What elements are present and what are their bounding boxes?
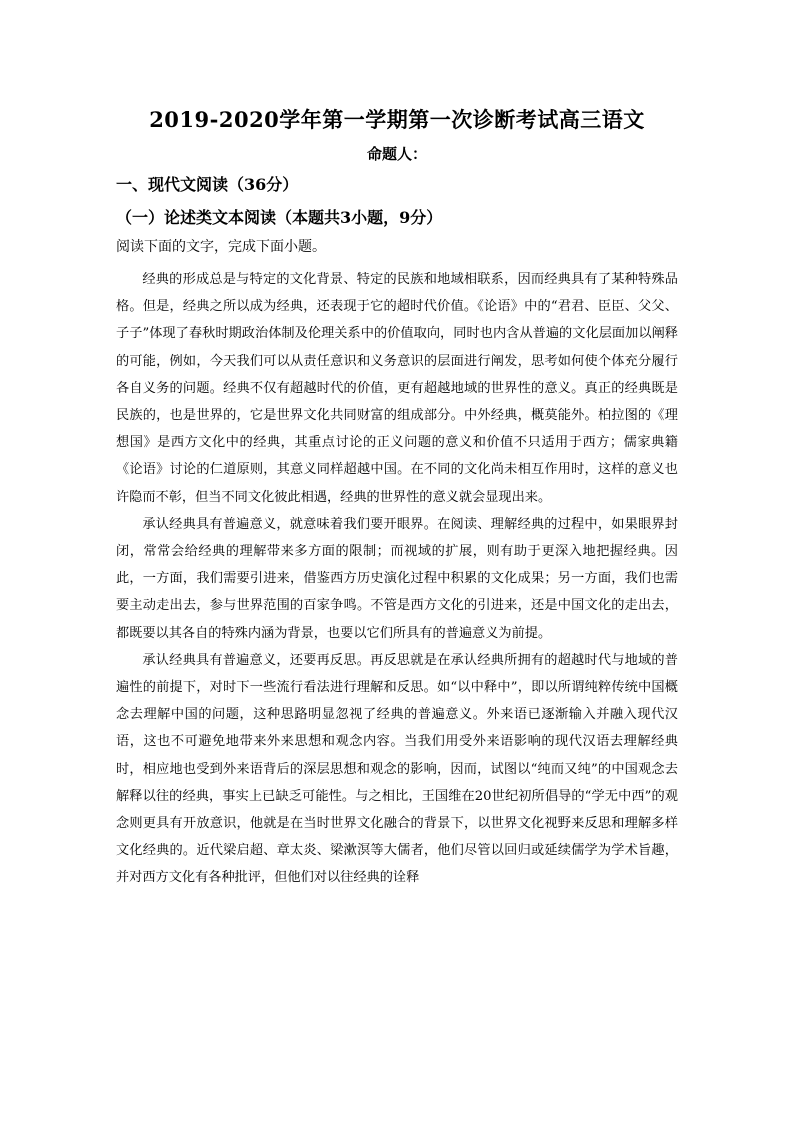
passage-paragraph-3: 承认经典具有普遍意义，还要再反思。再反思就是在承认经典所拥有的超越时代与地域的普遍性的前提下，对时下一些流行看法进行理解和反思。如“以中释中”，即以所谓纯粹传统中国概念去理解中国的问题，这种思路明显忽视了经典的普遍意义。外来语已逐渐输入并融入现代汉语，这也不可避免地带来外来思想和观念内容。当我们用受外来语影响的现代汉语去理解经典时，相应地也受到外来语背后的深层思想和观念的影响，因而，试图以“纯而又纯”的中国观念去解释以往的经典，事实上已缺乏可能性。与之相比，王国维在20世纪初所倡导的“学无中西”的观念则更具有开放意识，他就是在当时世界文化融合的背景下，以世界文化视野来反思和理解多样文化经典的。近代梁启超、章太炎、梁漱溟等大儒者，他们尽管以回归或延续儒学为学术旨趣，并对西方文化有各种批评，但他们对以往经典的诠释: [116, 652, 678, 886]
passage-paragraph-1: 经典的形成总是与特定的文化背景、特定的民族和地域相联系，因而经典具有了某种特殊品格。但是，经典之所以成为经典，还表现于它的超时代价值。《论语》中的“君君、臣臣、父父、子子”体现了春秋时期政治体制及伦理关系中的价值取向，同时也内含从普遍的文化层面加以阐释的可能，例如，今天我们可以从责任意识和义务意识的层面进行阐发，思考如何使个体充分履行各自义务的问题。经典不仅有超越时代的价值，更有超越地域的世界性的意义。真正的经典既是民族的，也是世界的，它是世界文化共同财富的组成部分。中外经典，概莫能外。柏拉图的《理想国》是西方文化中的经典，其重点讨论的正义问题的意义和价值不只适用于西方；儒家典籍《论语》讨论的仁道原则，其意义同样超越中国。在不同的文化尚未相互作用时，这样的意义也许隐而不彰，但当不同文化彼此相遇，经典的世界性的意义就会显现出来。: [116, 272, 678, 505]
author-label: 命题人：: [366, 145, 427, 163]
reading-instruction: 阅读下面的文字，完成下面小题。: [116, 239, 326, 255]
passage-body: [116, 266, 678, 892]
section-heading: 一、现代文阅读（36分）: [116, 175, 299, 194]
subsection-heading: （一）论述类文本阅读（本题共3小题，9分）: [116, 208, 443, 227]
document-title: 2019-2020学年第一学期第一次诊断考试高三语文: [149, 107, 645, 132]
passage-paragraph-2: 承认经典具有普遍意义，就意味着我们要开眼界。在阅读、理解经典的过程中，如果眼界封闭，常常会给经典的理解带来多方面的限制；而视域的扩展，则有助于更深入地把握经典。因此，一方面，我们需要引进来，借鉴西方历史演化过程中积累的文化成果；另一方面，我们也需要主动走出去，参与世界范围的百家争鸣。不管是西方文化的引进来，还是中国文化的走出去，都既要以其各自的特殊内涵为背景，也要以它们所具有的普遍意义为前提。: [116, 516, 678, 641]
